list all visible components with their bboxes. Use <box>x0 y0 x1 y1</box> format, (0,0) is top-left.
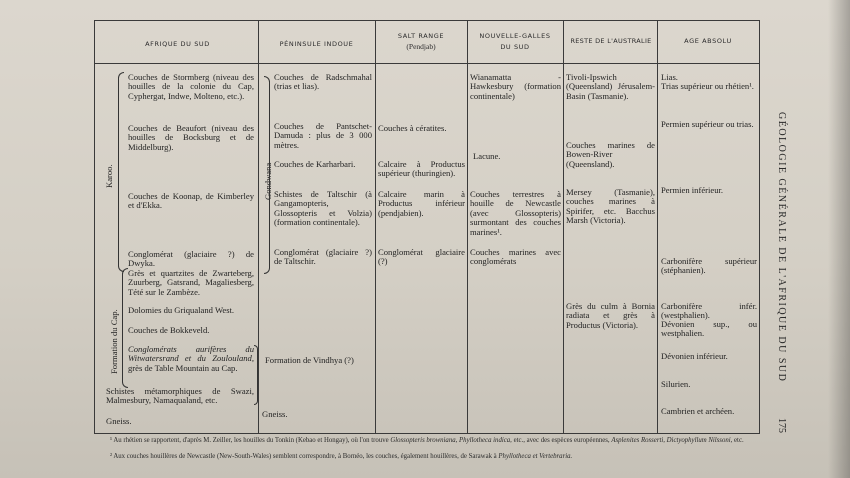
table-bottom-rule <box>94 433 759 434</box>
header-nouvelle-galles: NOUVELLE-GALLES <box>479 32 551 40</box>
bracket-gondwana <box>264 76 270 274</box>
header-salt-range-sub: (Pendjab) <box>406 42 436 51</box>
col-divider-4 <box>563 20 564 434</box>
age-devonien-superieur: Dévonien sup., ou westphalien. <box>661 320 757 339</box>
peninsule-conglomerat-taltschir: Conglomérat (glaciaire ?) de Taltschir. <box>274 248 372 267</box>
nouvelle-galles-lacune: Lacune. <box>473 152 501 161</box>
col-divider-5 <box>657 20 658 434</box>
footnote-2-italic: Phyllotheca et Vertebraria. <box>498 453 573 460</box>
afrique-dwyka: Conglomérat (glaciaire ?) de Dwyka. <box>128 250 254 269</box>
bracket-conglomerats <box>254 345 258 405</box>
header-salt-range: SALT RANGE <box>397 32 445 40</box>
header-rule <box>94 63 759 64</box>
footnote-1-text-c: etc. <box>732 437 744 444</box>
afrique-dolomies: Dolomies du Griqualand West. <box>128 306 235 315</box>
age-carbonifere-superieur: Carbonifère supérieur (stéphanien). <box>661 257 757 276</box>
nouvelle-galles-couches-terrestres: Couches terrestres à houille de Newcastle (avec Glossopteris) surmontant des couches marines¹. <box>470 190 561 237</box>
afrique-conglomerats-rest: grès de Table Mountain au Cap. <box>128 362 238 373</box>
nouvelle-galles-wianamatta: Wianamatta - Hawkesbury (formation continentale) <box>470 73 561 101</box>
header-nouvelle-galles-sub: DU SUD <box>500 43 530 51</box>
age-silurien: Silurien. <box>661 380 691 389</box>
peninsule-pantschet: Couches de Pantschet-Damuda : plus de 3 000 mètres. <box>274 122 372 150</box>
group-label-formation-du-cap: Formation du Cap. <box>109 309 119 374</box>
page-edge-shadow <box>828 0 850 478</box>
running-title: GÉOLOGIE GÉNÉRALE DE L'AFRIQUE DU SUD <box>776 112 787 383</box>
salt-range-productus-superieur: Calcaire à Productus supérieur (thuringien). <box>378 160 465 179</box>
nouvelle-galles-couches-marines: Couches marines avec conglomérats <box>470 248 561 267</box>
afrique-beaufort: Couches de Beaufort (niveau des houilles de Bocksburg et de Middelburg). <box>128 124 254 152</box>
peninsule-radschmahal: Couches de Radschmahal (trias et lias). <box>274 73 372 92</box>
afrique-schistes: Schistes métamorphiques de Swazi, Malmesbury, Namaqualand, etc. <box>106 387 254 406</box>
age-carbonifere-inferieur: Carbonifère infér. (westphalien). <box>661 302 757 321</box>
header-reste-australie: RESTE DE L'AUSTRALIE <box>570 37 652 45</box>
peninsule-gneiss: Gneiss. <box>262 410 288 419</box>
col-divider-1 <box>258 20 259 434</box>
group-label-karoo: Karoo. <box>104 164 114 188</box>
reste-australie-mersey: Mersey (Tasmanie), couches marines à Spirifer, etc. Bacchus Marsh (Victoria). <box>566 188 655 226</box>
col-divider-2 <box>375 20 376 434</box>
afrique-gneiss: Gneiss. <box>106 417 132 426</box>
table-right-rule <box>759 20 760 434</box>
header-age-absolu: AGE ABSOLU <box>684 37 732 45</box>
header-peninsule-indoue: PÉNINSULE INDOUE <box>279 40 354 48</box>
age-permien-superieur: Permien supérieur ou trias. <box>661 120 754 129</box>
afrique-koonap: Couches de Koonap, de Kimberley et d'Ekka. <box>128 192 254 211</box>
reste-australie-tivoli: Tivoli-Ipswich (Queensland) Jérusalem-Basin (Tasmanie). <box>566 73 655 101</box>
footnote-2-text-a: ² Aux couches houillères de Newcastle (New-South-Wales) semblent correspondre, à Bornéo, les couches, également houillères, de Sarawak à <box>110 453 499 460</box>
age-devonien-inferieur: Dévonien inférieur. <box>661 352 728 361</box>
footnote-2 <box>110 453 758 461</box>
footnote-1-italic-a: Glossopteris browniana, Phyllotheca indica, <box>390 437 512 444</box>
page-number: 175 <box>776 418 787 433</box>
footnote-1-text-a: ¹ Au rhétien se rapportent, d'après M. Zeiller, les houilles du Tonkin (Kebao et Hongay), où l'on trouve <box>110 437 391 444</box>
group-label-gondwana: Gondwana <box>263 162 273 200</box>
header-afrique-du-sud: AFRIQUE DU SUD <box>145 40 210 48</box>
peninsule-taltschir: Schistes de Taltschir (à Gangamopteris, Glossopteris et Volzia) (formation continentale). <box>274 190 372 228</box>
footnote-1 <box>110 437 758 445</box>
age-lias: Lias. <box>661 73 678 82</box>
peninsule-karharbari: Couches de Karharbari. <box>274 160 356 169</box>
table-top-rule <box>94 20 759 21</box>
salt-range-ceratites: Couches à cératites. <box>378 124 447 133</box>
reste-australie-gres-culm: Grès du culm à Bornia radiata et grès à Productus (Victoria). <box>566 302 655 330</box>
salt-range-conglomerat: Conglomérat glaciaire (?) <box>378 248 465 267</box>
footnote-1-text-b: etc., avec des espèces européennes, <box>511 437 612 444</box>
afrique-gres-zwarteberg: Grès et quartzites de Zwarteberg, Zuurberg, Gatsrand, Magaliesberg, Tété sur le Zambèze. <box>128 269 254 297</box>
table-left-rule <box>94 20 95 434</box>
reste-australie-bowen: Couches marines de Bowen-River (Queensland). <box>566 141 655 169</box>
col-divider-3 <box>467 20 468 434</box>
afrique-conglomerats-auriferes <box>128 345 254 373</box>
salt-range-productus-inferieur: Calcaire marin à Productus inférieur (pendjabien). <box>378 190 465 218</box>
afrique-bokkeveld: Couches de Bokkeveld. <box>128 326 210 335</box>
age-cambrien-archeen: Cambrien et archéen. <box>661 407 735 416</box>
bracket-karoo <box>118 72 124 272</box>
afrique-stormberg: Couches de Stormberg (niveau des houilles de la colonie du Cap, Cyphergat, Indwe, Molteno, etc.). <box>128 73 254 101</box>
age-trias-superieur: Trias supérieur ou rhétien¹. <box>661 82 754 91</box>
footnote-1-italic-b: Asplenites Rosserti, Dictyophyllum Nilssoni, <box>611 437 733 444</box>
afrique-conglomerats-italic: Conglomérats aurifères du Witwatersrand et du Zoulouland, <box>128 345 254 364</box>
age-permien-inferieur: Permien inférieur. <box>661 186 724 195</box>
peninsule-vindhya: Formation de Vindhya (?) <box>265 356 354 365</box>
